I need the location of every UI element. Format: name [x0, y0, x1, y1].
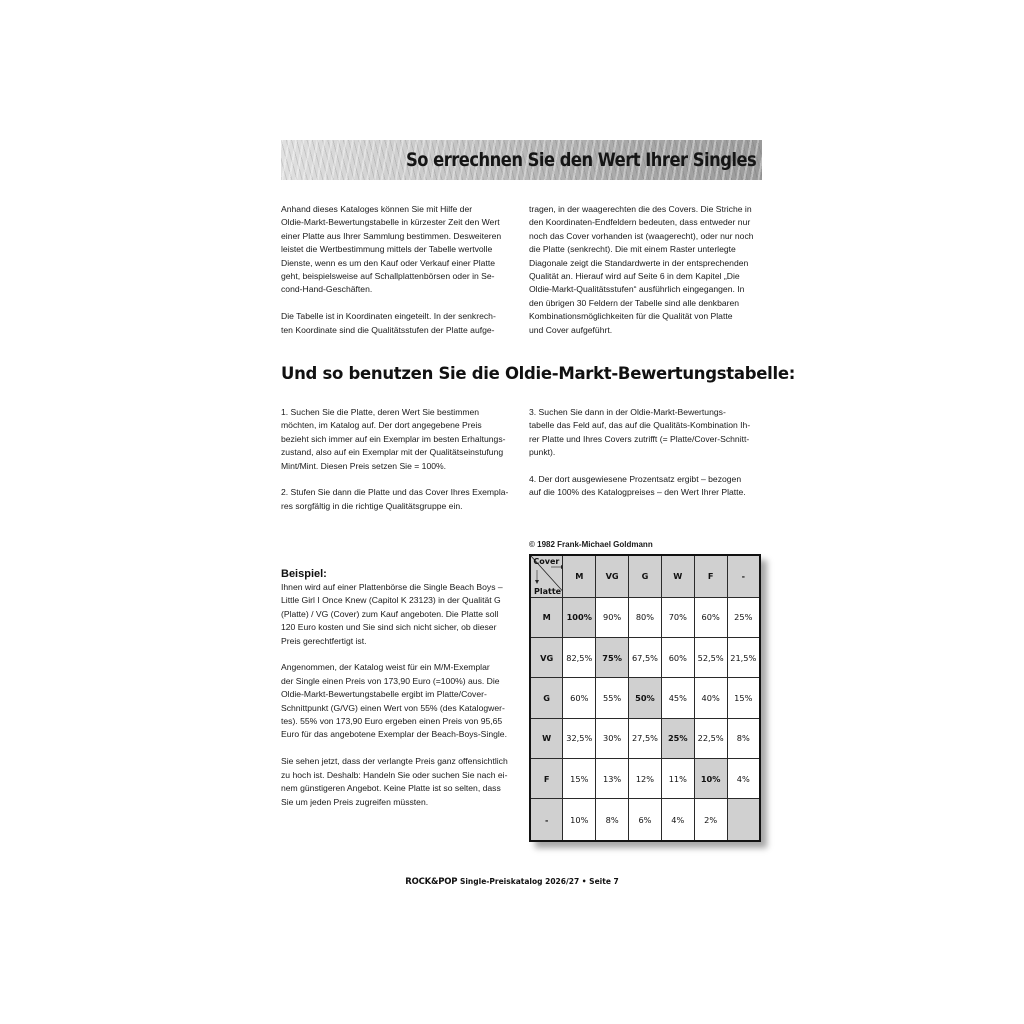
page-title: So errechnen Sie den Wert Ihrer Singles [405, 149, 756, 171]
table-cell: 80% [629, 597, 662, 637]
table-row [530, 678, 760, 718]
table-cell: 40% [694, 678, 727, 718]
table-cell: 60% [563, 678, 596, 718]
table-cell: 67,5% [629, 637, 662, 677]
table-cell: 30% [596, 718, 629, 758]
example-text: Ihnen wird auf einer Plattenbörse die Single Beach Boys – Little Girl I Once Knew (Capitol K 23123) in der Qualität G (Platte) / VG (Cover) zum Kauf angeboten. Die Platte soll 120 Euro kosten und Sie sind sich nicht sicher, ob dieser Preis gerechtfertigt ist. Angenommen, der Katalog weist für ein M/M-Exemplar der Single einen Preis von 173,90 Euro (=100%) aus. Die Oldie-Markt-Bewertungstabelle ergibt im Platte/Cover- Schnittpunkt (G/VG) einen Wert von 55% (des Katalogwer- tes). 55% von 173,90 Euro ergeben einen Preis von 95,65 Euro für das angebotene Exemplar der Beach-Boys-Single. Sie sehen jetzt, dass der verlangte Preis ganz offensichtlich zu hoch ist. Deshalb: Handeln Sie oder suchen Sie nach ei- nem günstigeren Angebot. Keine Platte ist so selten, dass Sie um jeden Preis zugreifen müssten. [281, 582, 508, 807]
table-cell: 10% [563, 799, 596, 841]
row-header: M [530, 597, 563, 637]
table-cell: 21,5% [727, 637, 760, 677]
column-header: F [694, 555, 727, 597]
table-cell: 13% [596, 758, 629, 798]
column-header: - [727, 555, 760, 597]
column-header: M [563, 555, 596, 597]
corner-platte-label: Platte [534, 586, 562, 596]
table-cell: 8% [727, 718, 760, 758]
table-cell: 6% [629, 799, 662, 841]
table-cell: 10% [694, 758, 727, 798]
table-cell: 32,5% [563, 718, 596, 758]
row-header: - [530, 799, 563, 841]
table-cell: 15% [563, 758, 596, 798]
table-cell: 11% [661, 758, 694, 798]
table-row [530, 597, 760, 637]
footer-text: Single-Preiskatalog 2026/27 • Seite 7 [459, 877, 619, 886]
table-cell: 8% [596, 799, 629, 841]
table-cell: 52,5% [694, 637, 727, 677]
intro-right-column: tragen, in der waagerechten die des Covers. Die Striche in den Koordinaten-Endfeldern bedeuten, dass entweder nur noch das Cover vorhanden ist (waagerecht), oder nur noch die Platte (senkrecht). Die mit einem Raster unterlegte Diagonale zeigt die Standardwerte in der entsprechenden Qualität an. Hierauf wird auf Seite 6 in dem Kapitel „Die Oldie-Markt-Qualitätsstufen“ ausführlich eingegangen. In den übrigen 30 Feldern der Tabelle sind alle denkbaren Kombinationsmöglichkeiten für die Qualität von Platte und Cover aufgeführt. [529, 204, 754, 335]
table-row [530, 718, 760, 758]
row-header: VG [530, 637, 563, 677]
table-cell: 2% [694, 799, 727, 841]
table-cell [727, 799, 760, 841]
example-heading: Beispiel: [281, 568, 327, 580]
table-cell: 90% [596, 597, 629, 637]
steps-right-column: 3. Suchen Sie dann in der Oldie-Markt-Bewertungs- tabelle das Feld auf, das auf die Qualitäts-Kombination Ih- rer Platte und Ihres Covers zutrifft (= Platte/Cover-Schnitt- punkt). 4. Der dort ausgewiesene Prozentsatz ergibt – bezogen auf die 100% des Katalogpreises – den Wert Ihrer Platte. [529, 407, 751, 498]
table-cell: 100% [563, 597, 596, 637]
table-cell: 82,5% [563, 637, 596, 677]
page-footer [0, 877, 1024, 887]
intro-left-column: Anhand dieses Kataloges können Sie mit Hilfe der Oldie-Markt-Bewertungstabelle in kürzester Zeit den Wert einer Platte aus Ihrer Sammlung bestimmen. Desweiteren leistet die Wertbestimmung mittels der Tabelle wertvolle Dienste, wenn es um den Kauf oder Verkauf einer Platte geht, beispielsweise auf Schallplattenbörsen oder in Se- cond-Hand-Geschäften. Die Tabelle ist in Koordinaten eingeteilt. In der senkrech- ten Koordinate sind die Qualitätsstufen der Platte aufge- [281, 204, 502, 335]
column-header: G [629, 555, 662, 597]
table-cell: 50% [629, 678, 662, 718]
table-cell: 15% [727, 678, 760, 718]
row-header: G [530, 678, 563, 718]
table-cell: 25% [661, 718, 694, 758]
table-cell: 4% [661, 799, 694, 841]
table-row [530, 637, 760, 677]
table-cell: 60% [661, 637, 694, 677]
footer-brand: ROCK&POP [405, 877, 458, 887]
column-header: W [661, 555, 694, 597]
valuation-table-container [529, 554, 761, 842]
how-to-heading: Und so benutzen Sie die Oldie-Markt-Bewertungstabelle: [281, 364, 796, 383]
table-row [530, 799, 760, 841]
row-header: F [530, 758, 563, 798]
table-cell: 4% [727, 758, 760, 798]
table-cell: 55% [596, 678, 629, 718]
table-cell: 25% [727, 597, 760, 637]
table-cell: 22,5% [694, 718, 727, 758]
table-corner-cell [530, 555, 563, 597]
table-copyright: © 1982 Frank-Michael Goldmann [529, 540, 653, 549]
row-header: W [530, 718, 563, 758]
corner-cover-label: Cover [533, 557, 560, 566]
table-row [530, 758, 760, 798]
table-cell: 75% [596, 637, 629, 677]
table-cell: 60% [694, 597, 727, 637]
table-cell: 27,5% [629, 718, 662, 758]
steps-left-column: 1. Suchen Sie die Platte, deren Wert Sie bestimmen möchten, im Katalog auf. Der dort angegebene Preis bezieht sich immer auf ein Exemplar im besten Erhaltungs- zustand, also auf ein Exemplar mit der Qualitätseinstufung Mint/Mint. Diesen Preis setzen Sie = 100%. 2. Stufen Sie dann die Platte und das Cover Ihres Exempla- res sorgfältig in die richtige Qualitätsgruppe ein. [281, 407, 509, 511]
table-header-row [530, 555, 760, 597]
valuation-table [529, 554, 761, 842]
title-banner [281, 140, 762, 180]
table-cell: 12% [629, 758, 662, 798]
table-cell: 45% [661, 678, 694, 718]
table-cell: 70% [661, 597, 694, 637]
column-header: VG [596, 555, 629, 597]
